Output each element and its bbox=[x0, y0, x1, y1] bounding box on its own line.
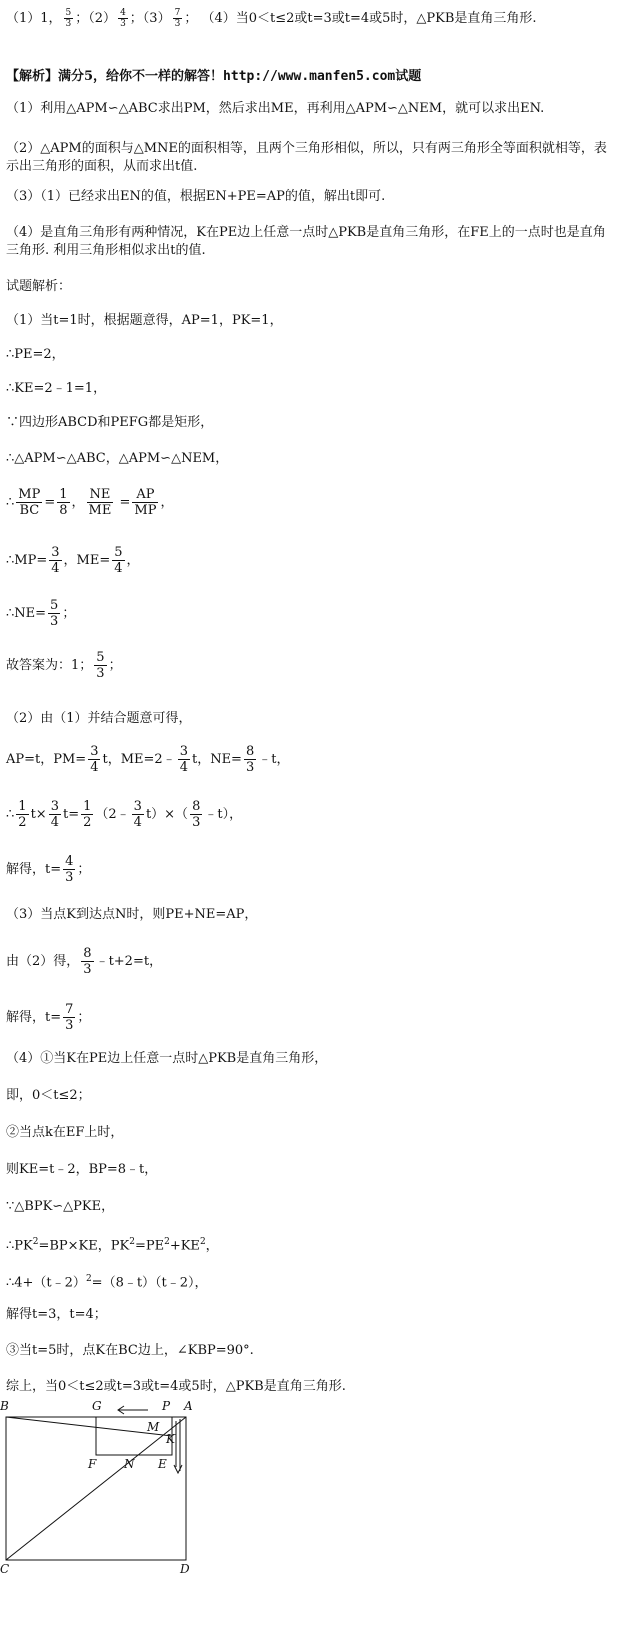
solution-line bbox=[6, 650, 122, 681]
solution-line: （1）当t=1时，根据题意得，AP=1，PK=1， bbox=[6, 313, 283, 328]
label-a: A bbox=[184, 1399, 193, 1413]
fraction bbox=[49, 545, 61, 576]
numerator: 5 bbox=[50, 598, 59, 613]
numerator: 5 bbox=[114, 545, 123, 560]
text: 解得，t= bbox=[6, 862, 62, 877]
solution-line bbox=[6, 1233, 219, 1255]
fraction bbox=[81, 946, 93, 977]
text: t，ME=2﹣ bbox=[102, 752, 176, 767]
text: （2﹣ bbox=[95, 807, 130, 822]
denominator: ME bbox=[88, 503, 112, 518]
solution-line bbox=[6, 1002, 90, 1033]
fraction bbox=[63, 854, 75, 885]
solution-line bbox=[6, 946, 162, 977]
fraction bbox=[16, 799, 28, 830]
label-n: N bbox=[124, 1457, 135, 1471]
solution-line bbox=[6, 744, 289, 775]
numerator: 7 bbox=[65, 1002, 74, 1017]
text: ∴4+（t﹣2） bbox=[6, 1275, 86, 1291]
text: t）×（ bbox=[145, 807, 189, 822]
text: ∴NE= bbox=[6, 606, 47, 621]
text: =（8﹣t）（t﹣2）， bbox=[91, 1275, 208, 1291]
denominator: 3 bbox=[65, 19, 72, 29]
numerator: 8 bbox=[83, 946, 92, 961]
text: ， bbox=[160, 495, 174, 510]
text: ， bbox=[71, 495, 85, 510]
fraction bbox=[64, 8, 74, 29]
denominator: 8 bbox=[59, 503, 68, 518]
analysis-label: 【解析】满分5，给你不一样的解答！ bbox=[6, 69, 224, 84]
fraction bbox=[88, 744, 100, 775]
text: =BP×KE，PK bbox=[38, 1238, 130, 1254]
analysis-item-1: （1）利用△APM∽△ABC求出PM，然后求出ME，再利用△APM∽△NEM，就可以求出EN. bbox=[6, 101, 545, 116]
numerator: 5 bbox=[65, 8, 72, 18]
denominator: 2 bbox=[18, 815, 27, 830]
text: ，ME= bbox=[63, 553, 111, 568]
answer-part-3: ；（3） bbox=[129, 11, 171, 26]
fraction bbox=[94, 650, 106, 681]
answer-part-2: ；（2） bbox=[75, 11, 117, 26]
solution-line: ③当t=5时，点K在BC边上，∠KBP=90°. bbox=[6, 1343, 254, 1358]
denominator: 3 bbox=[174, 19, 181, 29]
numerator: NE bbox=[87, 487, 114, 503]
text: ∴MP= bbox=[6, 553, 48, 568]
text: AP=t，PM= bbox=[6, 752, 87, 767]
analysis-header bbox=[6, 68, 421, 86]
fraction bbox=[173, 8, 183, 29]
label-k: K bbox=[166, 1432, 175, 1446]
answer-part-1: （1）1， bbox=[6, 11, 62, 26]
fraction bbox=[132, 487, 158, 518]
analysis-item-4: （4）是直角三角形有两种情况，K在PE边上任意一点时△PKB是直角三角形，在FE上的一点时也是直角三角形. 利用三角形相似求出t的值. bbox=[6, 225, 606, 258]
denominator: 4 bbox=[90, 760, 99, 775]
numerator: MP bbox=[18, 487, 41, 502]
text: ； bbox=[77, 862, 91, 877]
fraction bbox=[118, 8, 128, 29]
superscript: 2 bbox=[199, 1237, 206, 1247]
text: ∴ bbox=[6, 495, 15, 510]
superscript: 2 bbox=[32, 1237, 39, 1247]
numerator: 3 bbox=[133, 799, 142, 814]
solution-line: ∴PE=2， bbox=[6, 347, 65, 362]
arrow-down-head bbox=[174, 1465, 182, 1473]
text: ； bbox=[62, 606, 76, 621]
answer-line bbox=[6, 8, 537, 29]
fraction bbox=[57, 487, 69, 518]
text: t，NE= bbox=[191, 752, 242, 767]
denominator: 4 bbox=[114, 561, 123, 576]
text: 故答案为：1； bbox=[6, 658, 93, 673]
label-g: G bbox=[92, 1399, 102, 1413]
solution-line bbox=[6, 545, 140, 576]
geometry-figure bbox=[0, 1395, 630, 1650]
numerator: 8 bbox=[245, 744, 255, 759]
label-m: M bbox=[147, 1420, 160, 1434]
superscript: 2 bbox=[164, 1237, 170, 1247]
denominator: 3 bbox=[192, 815, 201, 830]
denominator: 4 bbox=[133, 815, 142, 830]
numerator: 3 bbox=[179, 744, 188, 759]
text: 由（2）得， bbox=[6, 954, 80, 969]
text: +KE bbox=[169, 1238, 200, 1254]
text: ﹣t， bbox=[258, 752, 290, 767]
text: ； bbox=[77, 1010, 91, 1025]
solution-line: 则KE=t﹣2，BP=8﹣t， bbox=[6, 1162, 158, 1177]
fraction bbox=[48, 598, 60, 629]
fraction bbox=[81, 799, 93, 830]
denominator: 3 bbox=[50, 614, 59, 629]
solution-line: ∴△APM∽△ABC，△APM∽△NEM， bbox=[6, 451, 229, 466]
numerator: 1 bbox=[83, 799, 92, 814]
solution-line bbox=[6, 799, 242, 830]
denominator: 4 bbox=[179, 760, 188, 775]
analysis-item-2: （2）△APM的面积与△MNE的面积相等，且两个三角形相似，所以，只有两三角形全等面积就相等，表示出三角形的面积，从而求出t值. bbox=[6, 141, 607, 174]
numerator: 8 bbox=[192, 799, 201, 814]
solution-line bbox=[6, 598, 75, 629]
solution-line: ∵四边形ABCD和PEFG都是矩形， bbox=[6, 415, 214, 430]
solution-line bbox=[6, 854, 90, 885]
solution-line bbox=[6, 487, 173, 518]
numerator: 1 bbox=[18, 799, 27, 814]
solution-line: ∴KE=2﹣1=1， bbox=[6, 381, 107, 396]
text: t× bbox=[30, 807, 47, 822]
superscript: 2 bbox=[129, 1237, 135, 1247]
solution-line: 即，0＜t≤2； bbox=[6, 1088, 91, 1103]
label-b: B bbox=[0, 1399, 9, 1413]
solution-line: ∵△BPK∽△PKE， bbox=[6, 1199, 115, 1214]
label-f: F bbox=[88, 1457, 97, 1471]
numerator: 3 bbox=[51, 545, 60, 560]
denominator: 2 bbox=[83, 815, 92, 830]
text: =PE bbox=[134, 1238, 165, 1254]
denominator: 3 bbox=[120, 19, 126, 29]
denominator: 3 bbox=[96, 666, 105, 681]
solution-line: ②当点k在EF上时， bbox=[6, 1125, 124, 1140]
text: ， bbox=[126, 553, 140, 568]
fraction bbox=[16, 487, 42, 518]
numerator: 5 bbox=[96, 650, 105, 665]
denominator: 3 bbox=[83, 962, 92, 977]
text: t= bbox=[62, 807, 80, 822]
analysis-tail: 试题 bbox=[395, 69, 422, 84]
numerator: 7 bbox=[174, 8, 181, 18]
denominator: MP bbox=[134, 503, 157, 518]
text: = bbox=[44, 495, 56, 510]
numerator: 3 bbox=[50, 799, 59, 814]
denominator: 3 bbox=[65, 1018, 74, 1033]
fraction bbox=[132, 799, 144, 830]
text: ﹣t）， bbox=[204, 807, 243, 822]
fraction bbox=[87, 487, 114, 518]
text: = bbox=[115, 495, 131, 510]
solution-line bbox=[6, 1270, 208, 1292]
rectangle-pefg bbox=[96, 1417, 172, 1455]
label-c: C bbox=[0, 1562, 10, 1576]
label-p: P bbox=[162, 1399, 171, 1413]
solution-line: （3）当点K到达点N时，则PE+NE=AP， bbox=[6, 907, 258, 922]
numerator: 3 bbox=[90, 744, 99, 759]
fraction bbox=[112, 545, 124, 576]
label-d: D bbox=[180, 1562, 190, 1576]
fraction bbox=[63, 1002, 75, 1033]
answer-part-4: ； （4）当0＜t≤2或t=3或t=4或5时，△PKB是直角三角形. bbox=[184, 11, 537, 26]
text: 解得，t= bbox=[6, 1010, 62, 1025]
fraction bbox=[190, 799, 202, 830]
text: ∴ bbox=[6, 807, 15, 822]
analysis-item-3: （3）（1）已经求出EN的值，根据EN+PE=AP的值，解出t即可. bbox=[6, 189, 386, 204]
text: ； bbox=[108, 658, 122, 673]
source-link[interactable]: http://www.manfen5.com bbox=[223, 69, 396, 84]
text: ﹣t+2=t， bbox=[95, 954, 163, 969]
numerator: 1 bbox=[59, 487, 68, 502]
numerator: 4 bbox=[65, 854, 74, 869]
text: ∴PK bbox=[6, 1238, 33, 1254]
solution-line: 解得t=3，t=4； bbox=[6, 1307, 107, 1322]
solution-line: （4）①当K在PE边上任意一点时△PKB是直角三角形， bbox=[6, 1051, 328, 1066]
numerator: 4 bbox=[120, 8, 126, 18]
denominator: BC bbox=[19, 503, 40, 518]
superscript: 2 bbox=[85, 1274, 92, 1284]
denominator: 4 bbox=[51, 561, 60, 576]
fraction bbox=[244, 744, 256, 775]
solution-line: 综上，当0＜t≤2或t=3或t=4或5时，△PKB是直角三角形. bbox=[6, 1379, 346, 1394]
solution-line: （2）由（1）并结合题意可得， bbox=[6, 711, 192, 726]
solution-title: 试题解析： bbox=[6, 279, 72, 294]
denominator: 4 bbox=[50, 815, 59, 830]
text: ， bbox=[205, 1238, 219, 1254]
numerator: AP bbox=[132, 487, 158, 503]
label-e: E bbox=[158, 1457, 167, 1471]
denominator: 3 bbox=[65, 870, 74, 885]
fraction bbox=[49, 799, 61, 830]
denominator: 3 bbox=[245, 760, 255, 775]
fraction bbox=[178, 744, 190, 775]
